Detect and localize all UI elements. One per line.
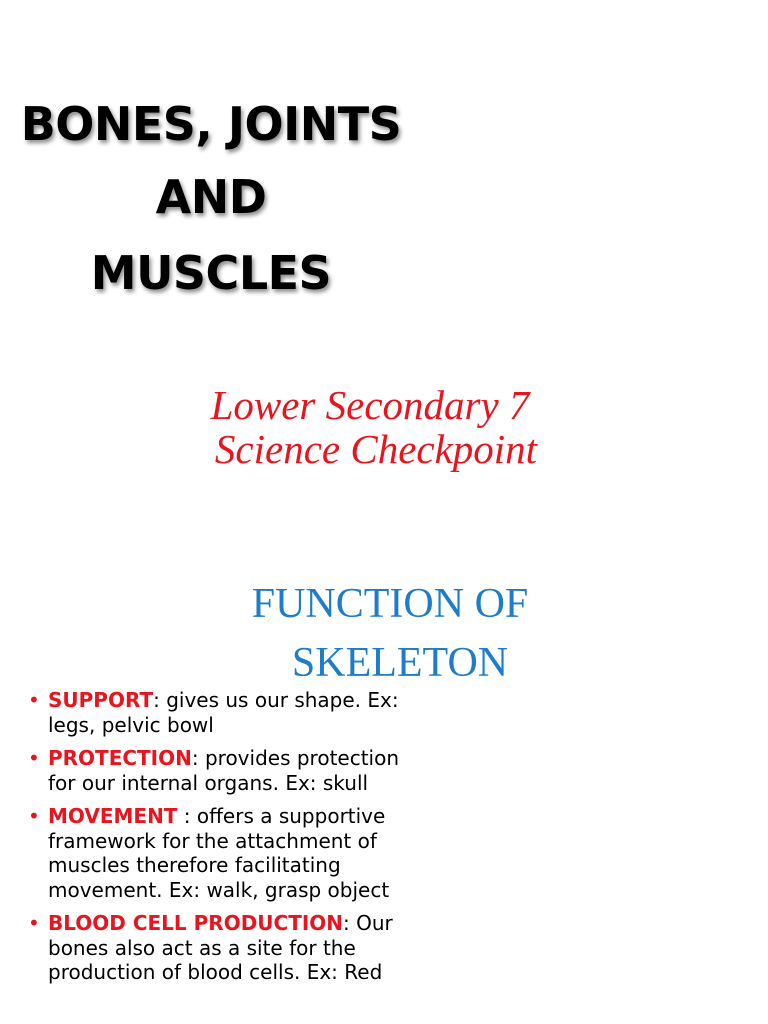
subtitle-line-2: Science Checkpoint (214, 426, 538, 472)
list-item-movement (28, 804, 403, 902)
bullet-keyword: BLOOD CELL PRODUCTION (48, 911, 344, 935)
bullet-text: : offers a supportive framework for the attachment of muscles therefore facilitating movement. Ex: walk, grasp object (48, 804, 390, 902)
function-list (28, 688, 403, 994)
bullet-text: : Our bones also act as a site for the production of blood cells. Ex: Red (48, 911, 393, 984)
bullet-dot-icon: • (28, 746, 40, 770)
bullet-keyword: PROTECTION (48, 746, 192, 770)
list-item-blood-cell-production (28, 911, 403, 985)
bullet-keyword: SUPPORT (48, 688, 154, 712)
bullet-dot-icon: • (28, 911, 40, 935)
bullet-keyword: MOVEMENT (48, 804, 178, 828)
title-line-2: AND (155, 170, 267, 224)
bullet-text: : provides protection for our internal organs. Ex: skull (48, 746, 400, 795)
list-item-protection (28, 746, 403, 795)
section-heading-line-2: SKELETON (291, 640, 509, 686)
bullet-dot-icon: • (28, 688, 40, 712)
list-item-support (28, 688, 403, 737)
title-line-1: BONES, JOINTS (20, 97, 402, 151)
bullet-text: : gives us our shape. Ex: legs, pelvic bowl (48, 688, 399, 737)
title-line-3: MUSCLES (90, 246, 332, 300)
bullet-dot-icon: • (28, 804, 40, 828)
subtitle-line-1: Lower Secondary 7 (210, 382, 530, 428)
section-heading-line-1: FUNCTION OF (251, 581, 529, 627)
